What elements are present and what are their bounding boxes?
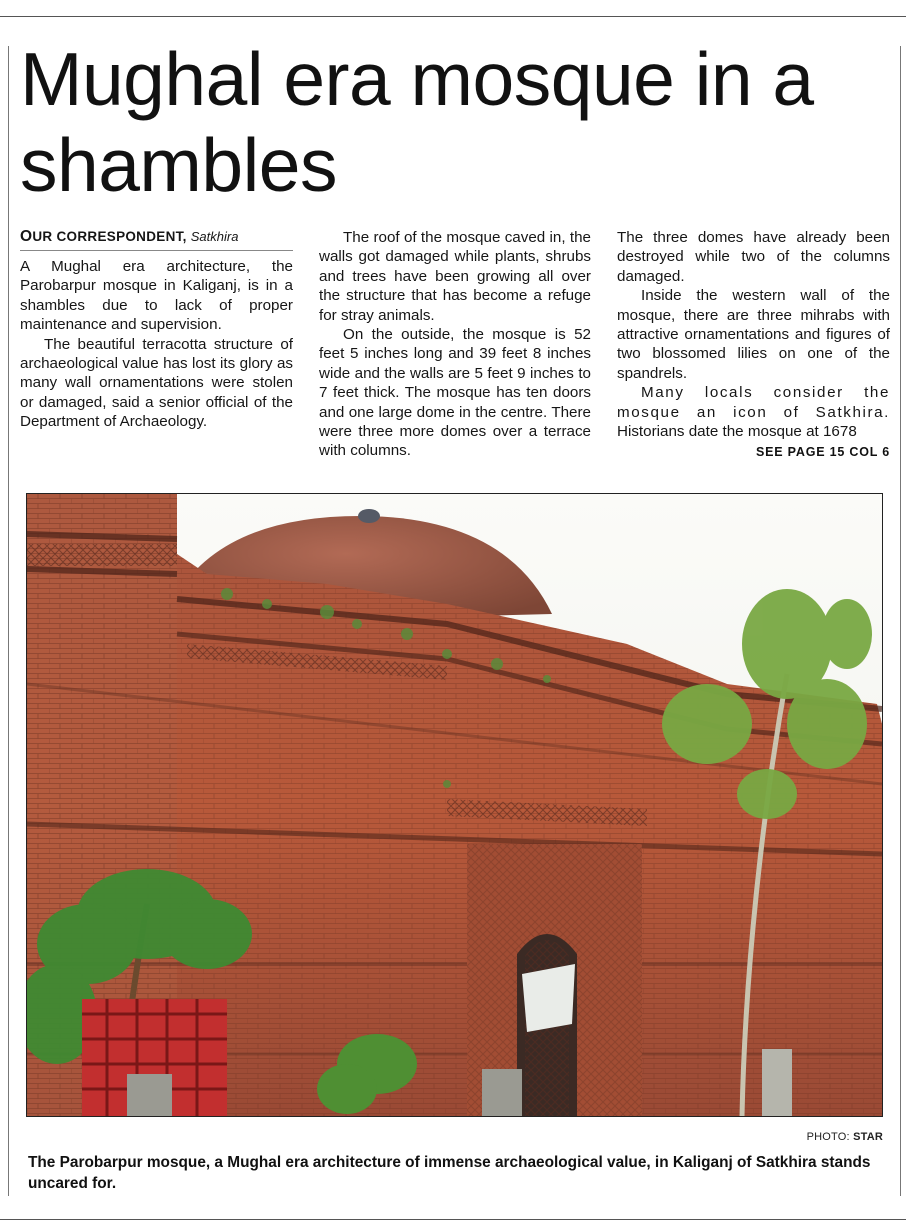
paragraph: The three domes have already been destroyed while two of the columns damaged. [617, 229, 890, 285]
byline-initial: O [20, 228, 33, 245]
credit-source: STAR [853, 1131, 883, 1143]
paragraph-line: Historians date the mosque at 1678 [617, 423, 857, 441]
mosque-photo [26, 493, 883, 1117]
bottom-rule [0, 1219, 906, 1220]
byline [20, 228, 293, 251]
left-column-rule [8, 46, 9, 1196]
paragraph: On the outside, the mosque is 52 feet 5 inches long and 39 feet 8 inches wide and the walls are 5 feet 9 inches to 7 feet thick. The mosque has ten doors and one large dome in the centre. There were three more domes over a terrace with columns. [319, 326, 591, 460]
right-column-rule [900, 46, 901, 1196]
paragraph: The roof of the mosque caved in, the walls got damaged while plants, shrubs and trees have been growing all over the structure that has become a refuge for stray animals. [319, 229, 591, 324]
paragraph-line: Many locals consider the [641, 384, 890, 402]
credit-label: PHOTO: [806, 1131, 850, 1143]
byline-name [20, 229, 187, 244]
photo-caption: The Parobarpur mosque, a Mughal era architecture of immense archaeological value, in Kaliganj of Satkhira stands uncared for. [28, 1154, 871, 1192]
byline-location: Satkhira [190, 229, 239, 244]
photo-credit [26, 1131, 883, 1143]
article-column-2 [319, 228, 591, 461]
continuation-jump[interactable]: SEE PAGE 15 COL 6 [755, 445, 890, 459]
top-rule [0, 16, 906, 17]
paragraph: A Mughal era architecture, the Parobarpur mosque in Kaliganj, is in a shambles due to lack of proper maintenance and supervision. [20, 258, 293, 334]
article-column-3 [617, 228, 890, 441]
byline-name-rest: UR CORRESPONDENT, [32, 229, 187, 244]
article-column-1 [20, 228, 293, 432]
paragraph-line: mosque an icon of Satkhira. [617, 403, 890, 421]
paragraph: The beautiful terracotta structure of archaeological value has lost its glory as many wall ornamentations were stolen or damaged, said a senior official of the Department of Archaeology. [20, 335, 293, 431]
headline: Mughal era mosque in a shambles [20, 37, 814, 207]
paragraph: Inside the western wall of the mosque, there are three mihrabs with attractive ornamentations and figures of two blossomed lilies on one of the spandrels. [617, 287, 890, 382]
